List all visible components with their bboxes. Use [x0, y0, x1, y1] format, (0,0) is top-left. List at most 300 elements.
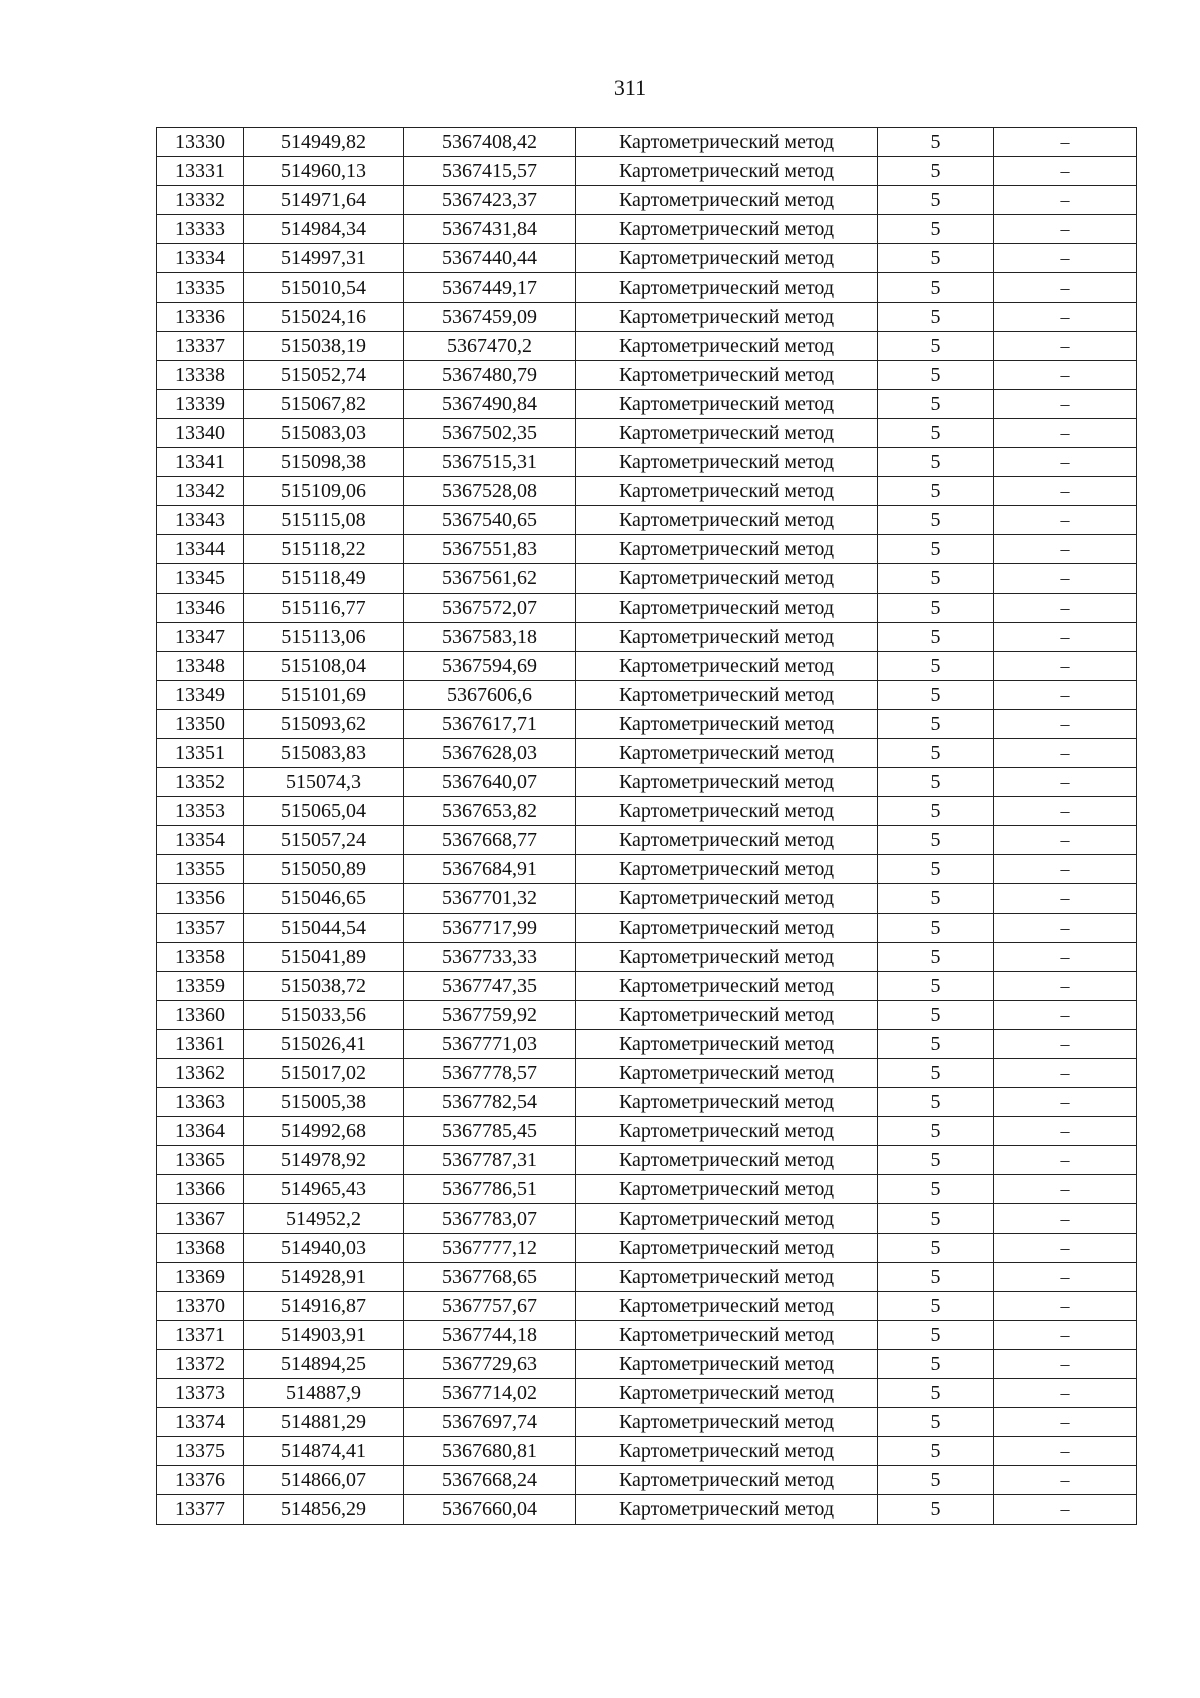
table-row [157, 1437, 1137, 1466]
accuracy-cell: 5 [878, 1059, 994, 1088]
y-coordinate-cell: 5367561,62 [404, 564, 576, 593]
table-row [157, 1379, 1137, 1408]
method-cell: Картометрический метод [576, 971, 878, 1000]
description-cell: – [994, 477, 1137, 506]
accuracy-cell: 5 [878, 1466, 994, 1495]
y-coordinate-cell: 5367668,77 [404, 826, 576, 855]
method-cell: Картометрический метод [576, 1262, 878, 1291]
x-coordinate-cell: 515026,41 [244, 1029, 404, 1058]
method-cell: Картометрический метод [576, 1291, 878, 1320]
description-cell: – [994, 1175, 1137, 1204]
accuracy-cell: 5 [878, 738, 994, 767]
table-row [157, 1029, 1137, 1058]
y-coordinate-cell: 5367423,37 [404, 186, 576, 215]
accuracy-cell: 5 [878, 593, 994, 622]
y-coordinate-cell: 5367606,6 [404, 680, 576, 709]
x-coordinate-cell: 515116,77 [244, 593, 404, 622]
description-cell: – [994, 448, 1137, 477]
table-row [157, 564, 1137, 593]
description-cell: – [994, 1204, 1137, 1233]
y-coordinate-cell: 5367684,91 [404, 855, 576, 884]
point-number-cell: 13344 [157, 535, 244, 564]
table-row [157, 215, 1137, 244]
table-row [157, 1204, 1137, 1233]
description-cell: – [994, 360, 1137, 389]
x-coordinate-cell: 515041,89 [244, 942, 404, 971]
page-number: 311 [613, 75, 647, 100]
method-cell: Картометрический метод [576, 215, 878, 244]
point-number-cell: 13356 [157, 884, 244, 913]
x-coordinate-cell: 514894,25 [244, 1349, 404, 1378]
description-cell: – [994, 1466, 1137, 1495]
accuracy-cell: 5 [878, 913, 994, 942]
x-coordinate-cell: 515050,89 [244, 855, 404, 884]
accuracy-cell: 5 [878, 1146, 994, 1175]
table-row [157, 942, 1137, 971]
point-number-cell: 13348 [157, 651, 244, 680]
point-number-cell: 13339 [157, 389, 244, 418]
y-coordinate-cell: 5367515,31 [404, 448, 576, 477]
point-number-cell: 13376 [157, 1466, 244, 1495]
method-cell: Картометрический метод [576, 1175, 878, 1204]
table-row [157, 1146, 1137, 1175]
description-cell: – [994, 564, 1137, 593]
method-cell: Картометрический метод [576, 273, 878, 302]
method-cell: Картометрический метод [576, 622, 878, 651]
point-number-cell: 13353 [157, 797, 244, 826]
method-cell: Картометрический метод [576, 680, 878, 709]
point-number-cell: 13359 [157, 971, 244, 1000]
x-coordinate-cell: 515010,54 [244, 273, 404, 302]
method-cell: Картометрический метод [576, 389, 878, 418]
method-cell: Картометрический метод [576, 855, 878, 884]
point-number-cell: 13342 [157, 477, 244, 506]
accuracy-cell: 5 [878, 302, 994, 331]
y-coordinate-cell: 5367415,57 [404, 157, 576, 186]
x-coordinate-cell: 515067,82 [244, 389, 404, 418]
point-number-cell: 13336 [157, 302, 244, 331]
table-row [157, 826, 1137, 855]
method-cell: Картометрический метод [576, 1146, 878, 1175]
point-number-cell: 13333 [157, 215, 244, 244]
accuracy-cell: 5 [878, 855, 994, 884]
x-coordinate-cell: 515074,3 [244, 768, 404, 797]
description-cell: – [994, 768, 1137, 797]
accuracy-cell: 5 [878, 506, 994, 535]
accuracy-cell: 5 [878, 477, 994, 506]
x-coordinate-cell: 515109,06 [244, 477, 404, 506]
table-row [157, 331, 1137, 360]
x-coordinate-cell: 515017,02 [244, 1059, 404, 1088]
point-number-cell: 13369 [157, 1262, 244, 1291]
description-cell: – [994, 215, 1137, 244]
description-cell: – [994, 884, 1137, 913]
accuracy-cell: 5 [878, 1175, 994, 1204]
accuracy-cell: 5 [878, 680, 994, 709]
x-coordinate-cell: 514887,9 [244, 1379, 404, 1408]
y-coordinate-cell: 5367733,33 [404, 942, 576, 971]
accuracy-cell: 5 [878, 535, 994, 564]
accuracy-cell: 5 [878, 971, 994, 1000]
method-cell: Картометрический метод [576, 826, 878, 855]
method-cell: Картометрический метод [576, 186, 878, 215]
method-cell: Картометрический метод [576, 593, 878, 622]
x-coordinate-cell: 514992,68 [244, 1117, 404, 1146]
x-coordinate-cell: 515093,62 [244, 709, 404, 738]
description-cell: – [994, 622, 1137, 651]
description-cell: – [994, 1291, 1137, 1320]
table-row [157, 971, 1137, 1000]
point-number-cell: 13362 [157, 1059, 244, 1088]
description-cell: – [994, 680, 1137, 709]
description-cell: – [994, 389, 1137, 418]
method-cell: Картометрический метод [576, 768, 878, 797]
accuracy-cell: 5 [878, 360, 994, 389]
accuracy-cell: 5 [878, 622, 994, 651]
y-coordinate-cell: 5367408,42 [404, 128, 576, 157]
y-coordinate-cell: 5367786,51 [404, 1175, 576, 1204]
point-number-cell: 13361 [157, 1029, 244, 1058]
description-cell: – [994, 651, 1137, 680]
accuracy-cell: 5 [878, 1495, 994, 1524]
y-coordinate-cell: 5367480,79 [404, 360, 576, 389]
x-coordinate-cell: 514903,91 [244, 1320, 404, 1349]
description-cell: – [994, 535, 1137, 564]
method-cell: Картометрический метод [576, 913, 878, 942]
y-coordinate-cell: 5367668,24 [404, 1466, 576, 1495]
point-number-cell: 13352 [157, 768, 244, 797]
method-cell: Картометрический метод [576, 1117, 878, 1146]
coordinates-table-body [157, 128, 1137, 1525]
method-cell: Картометрический метод [576, 1029, 878, 1058]
x-coordinate-cell: 515005,38 [244, 1088, 404, 1117]
method-cell: Картометрический метод [576, 360, 878, 389]
x-coordinate-cell: 515118,22 [244, 535, 404, 564]
table-row [157, 157, 1137, 186]
table-row [157, 855, 1137, 884]
x-coordinate-cell: 515052,74 [244, 360, 404, 389]
table-row [157, 1233, 1137, 1262]
table-row [157, 448, 1137, 477]
y-coordinate-cell: 5367785,45 [404, 1117, 576, 1146]
point-number-cell: 13370 [157, 1291, 244, 1320]
method-cell: Картометрический метод [576, 1437, 878, 1466]
x-coordinate-cell: 515113,06 [244, 622, 404, 651]
x-coordinate-cell: 515057,24 [244, 826, 404, 855]
y-coordinate-cell: 5367640,07 [404, 768, 576, 797]
x-coordinate-cell: 514971,64 [244, 186, 404, 215]
table-row [157, 622, 1137, 651]
x-coordinate-cell: 515115,08 [244, 506, 404, 535]
x-coordinate-cell: 515118,49 [244, 564, 404, 593]
x-coordinate-cell: 514984,34 [244, 215, 404, 244]
method-cell: Картометрический метод [576, 651, 878, 680]
point-number-cell: 13346 [157, 593, 244, 622]
method-cell: Картометрический метод [576, 1495, 878, 1524]
table-row [157, 797, 1137, 826]
x-coordinate-cell: 514940,03 [244, 1233, 404, 1262]
y-coordinate-cell: 5367680,81 [404, 1437, 576, 1466]
accuracy-cell: 5 [878, 1204, 994, 1233]
point-number-cell: 13374 [157, 1408, 244, 1437]
x-coordinate-cell: 514916,87 [244, 1291, 404, 1320]
y-coordinate-cell: 5367551,83 [404, 535, 576, 564]
method-cell: Картометрический метод [576, 1233, 878, 1262]
point-number-cell: 13347 [157, 622, 244, 651]
table-row [157, 709, 1137, 738]
accuracy-cell: 5 [878, 1029, 994, 1058]
description-cell: – [994, 826, 1137, 855]
description-cell: – [994, 1349, 1137, 1378]
y-coordinate-cell: 5367628,03 [404, 738, 576, 767]
point-number-cell: 13335 [157, 273, 244, 302]
point-number-cell: 13365 [157, 1146, 244, 1175]
table-row [157, 186, 1137, 215]
point-number-cell: 13343 [157, 506, 244, 535]
point-number-cell: 13373 [157, 1379, 244, 1408]
point-number-cell: 13334 [157, 244, 244, 273]
description-cell: – [994, 1262, 1137, 1291]
y-coordinate-cell: 5367771,03 [404, 1029, 576, 1058]
description-cell: – [994, 186, 1137, 215]
method-cell: Картометрический метод [576, 1088, 878, 1117]
x-coordinate-cell: 515038,19 [244, 331, 404, 360]
y-coordinate-cell: 5367714,02 [404, 1379, 576, 1408]
description-cell: – [994, 157, 1137, 186]
point-number-cell: 13350 [157, 709, 244, 738]
y-coordinate-cell: 5367778,57 [404, 1059, 576, 1088]
description-cell: – [994, 1146, 1137, 1175]
point-number-cell: 13332 [157, 186, 244, 215]
table-row [157, 1000, 1137, 1029]
x-coordinate-cell: 515083,83 [244, 738, 404, 767]
point-number-cell: 13377 [157, 1495, 244, 1524]
description-cell: – [994, 942, 1137, 971]
y-coordinate-cell: 5367449,17 [404, 273, 576, 302]
accuracy-cell: 5 [878, 1233, 994, 1262]
method-cell: Картометрический метод [576, 1466, 878, 1495]
table-row [157, 593, 1137, 622]
accuracy-cell: 5 [878, 651, 994, 680]
y-coordinate-cell: 5367744,18 [404, 1320, 576, 1349]
accuracy-cell: 5 [878, 1117, 994, 1146]
table-row [157, 360, 1137, 389]
accuracy-cell: 5 [878, 331, 994, 360]
y-coordinate-cell: 5367777,12 [404, 1233, 576, 1262]
table-row [157, 651, 1137, 680]
table-row [157, 535, 1137, 564]
method-cell: Картометрический метод [576, 1379, 878, 1408]
accuracy-cell: 5 [878, 273, 994, 302]
description-cell: – [994, 331, 1137, 360]
y-coordinate-cell: 5367440,44 [404, 244, 576, 273]
y-coordinate-cell: 5367540,65 [404, 506, 576, 535]
method-cell: Картометрический метод [576, 1059, 878, 1088]
method-cell: Картометрический метод [576, 244, 878, 273]
point-number-cell: 13363 [157, 1088, 244, 1117]
table-row [157, 1495, 1137, 1524]
accuracy-cell: 5 [878, 1088, 994, 1117]
table-row [157, 1349, 1137, 1378]
x-coordinate-cell: 515033,56 [244, 1000, 404, 1029]
point-number-cell: 13372 [157, 1349, 244, 1378]
method-cell: Картометрический метод [576, 302, 878, 331]
y-coordinate-cell: 5367572,07 [404, 593, 576, 622]
description-cell: – [994, 1495, 1137, 1524]
point-number-cell: 13351 [157, 738, 244, 767]
accuracy-cell: 5 [878, 448, 994, 477]
y-coordinate-cell: 5367782,54 [404, 1088, 576, 1117]
point-number-cell: 13341 [157, 448, 244, 477]
table-row [157, 680, 1137, 709]
point-number-cell: 13364 [157, 1117, 244, 1146]
y-coordinate-cell: 5367697,74 [404, 1408, 576, 1437]
method-cell: Картометрический метод [576, 1204, 878, 1233]
point-number-cell: 13371 [157, 1320, 244, 1349]
accuracy-cell: 5 [878, 244, 994, 273]
point-number-cell: 13349 [157, 680, 244, 709]
point-number-cell: 13345 [157, 564, 244, 593]
table-row [157, 1320, 1137, 1349]
point-number-cell: 13375 [157, 1437, 244, 1466]
description-cell: – [994, 709, 1137, 738]
description-cell: – [994, 1379, 1137, 1408]
method-cell: Картометрический метод [576, 942, 878, 971]
y-coordinate-cell: 5367660,04 [404, 1495, 576, 1524]
method-cell: Картометрический метод [576, 1349, 878, 1378]
accuracy-cell: 5 [878, 564, 994, 593]
table-row [157, 302, 1137, 331]
accuracy-cell: 5 [878, 826, 994, 855]
table-row [157, 244, 1137, 273]
point-number-cell: 13337 [157, 331, 244, 360]
accuracy-cell: 5 [878, 1320, 994, 1349]
description-cell: – [994, 971, 1137, 1000]
description-cell: – [994, 1088, 1137, 1117]
y-coordinate-cell: 5367787,31 [404, 1146, 576, 1175]
x-coordinate-cell: 514952,2 [244, 1204, 404, 1233]
method-cell: Картометрический метод [576, 797, 878, 826]
point-number-cell: 13368 [157, 1233, 244, 1262]
description-cell: – [994, 273, 1137, 302]
y-coordinate-cell: 5367502,35 [404, 418, 576, 447]
point-number-cell: 13358 [157, 942, 244, 971]
y-coordinate-cell: 5367701,32 [404, 884, 576, 913]
description-cell: – [994, 738, 1137, 767]
accuracy-cell: 5 [878, 1349, 994, 1378]
table-row [157, 1117, 1137, 1146]
x-coordinate-cell: 515098,38 [244, 448, 404, 477]
y-coordinate-cell: 5367757,67 [404, 1291, 576, 1320]
method-cell: Картометрический метод [576, 157, 878, 186]
accuracy-cell: 5 [878, 186, 994, 215]
method-cell: Картометрический метод [576, 564, 878, 593]
description-cell: – [994, 1029, 1137, 1058]
table-row [157, 1059, 1137, 1088]
method-cell: Картометрический метод [576, 1408, 878, 1437]
method-cell: Картометрический метод [576, 738, 878, 767]
description-cell: – [994, 506, 1137, 535]
x-coordinate-cell: 514881,29 [244, 1408, 404, 1437]
coordinates-table [156, 127, 1137, 1525]
table-row [157, 128, 1137, 157]
x-coordinate-cell: 514997,31 [244, 244, 404, 273]
x-coordinate-cell: 514949,82 [244, 128, 404, 157]
point-number-cell: 13338 [157, 360, 244, 389]
point-number-cell: 13360 [157, 1000, 244, 1029]
accuracy-cell: 5 [878, 128, 994, 157]
description-cell: – [994, 302, 1137, 331]
table-row [157, 418, 1137, 447]
method-cell: Картометрический метод [576, 331, 878, 360]
description-cell: – [994, 855, 1137, 884]
y-coordinate-cell: 5367783,07 [404, 1204, 576, 1233]
accuracy-cell: 5 [878, 1379, 994, 1408]
point-number-cell: 13340 [157, 418, 244, 447]
x-coordinate-cell: 514856,29 [244, 1495, 404, 1524]
description-cell: – [994, 1059, 1137, 1088]
table-row [157, 506, 1137, 535]
accuracy-cell: 5 [878, 215, 994, 244]
accuracy-cell: 5 [878, 418, 994, 447]
description-cell: – [994, 1233, 1137, 1262]
table-row [157, 273, 1137, 302]
y-coordinate-cell: 5367768,65 [404, 1262, 576, 1291]
x-coordinate-cell: 514978,92 [244, 1146, 404, 1175]
method-cell: Картометрический метод [576, 477, 878, 506]
y-coordinate-cell: 5367594,69 [404, 651, 576, 680]
description-cell: – [994, 593, 1137, 622]
y-coordinate-cell: 5367653,82 [404, 797, 576, 826]
x-coordinate-cell: 514965,43 [244, 1175, 404, 1204]
y-coordinate-cell: 5367747,35 [404, 971, 576, 1000]
x-coordinate-cell: 515101,69 [244, 680, 404, 709]
x-coordinate-cell: 515024,16 [244, 302, 404, 331]
y-coordinate-cell: 5367729,63 [404, 1349, 576, 1378]
method-cell: Картометрический метод [576, 506, 878, 535]
y-coordinate-cell: 5367470,2 [404, 331, 576, 360]
x-coordinate-cell: 514928,91 [244, 1262, 404, 1291]
table-row [157, 477, 1137, 506]
table-row [157, 768, 1137, 797]
description-cell: – [994, 1000, 1137, 1029]
accuracy-cell: 5 [878, 797, 994, 826]
y-coordinate-cell: 5367717,99 [404, 913, 576, 942]
x-coordinate-cell: 515046,65 [244, 884, 404, 913]
accuracy-cell: 5 [878, 709, 994, 738]
table-row [157, 1175, 1137, 1204]
description-cell: – [994, 1437, 1137, 1466]
description-cell: – [994, 797, 1137, 826]
y-coordinate-cell: 5367459,09 [404, 302, 576, 331]
x-coordinate-cell: 515065,04 [244, 797, 404, 826]
table-row [157, 913, 1137, 942]
method-cell: Картометрический метод [576, 448, 878, 477]
accuracy-cell: 5 [878, 1291, 994, 1320]
accuracy-cell: 5 [878, 1000, 994, 1029]
x-coordinate-cell: 514960,13 [244, 157, 404, 186]
x-coordinate-cell: 515108,04 [244, 651, 404, 680]
y-coordinate-cell: 5367528,08 [404, 477, 576, 506]
y-coordinate-cell: 5367490,84 [404, 389, 576, 418]
x-coordinate-cell: 515038,72 [244, 971, 404, 1000]
table-row [157, 738, 1137, 767]
method-cell: Картометрический метод [576, 1320, 878, 1349]
method-cell: Картометрический метод [576, 128, 878, 157]
y-coordinate-cell: 5367759,92 [404, 1000, 576, 1029]
table-row [157, 884, 1137, 913]
point-number-cell: 13331 [157, 157, 244, 186]
